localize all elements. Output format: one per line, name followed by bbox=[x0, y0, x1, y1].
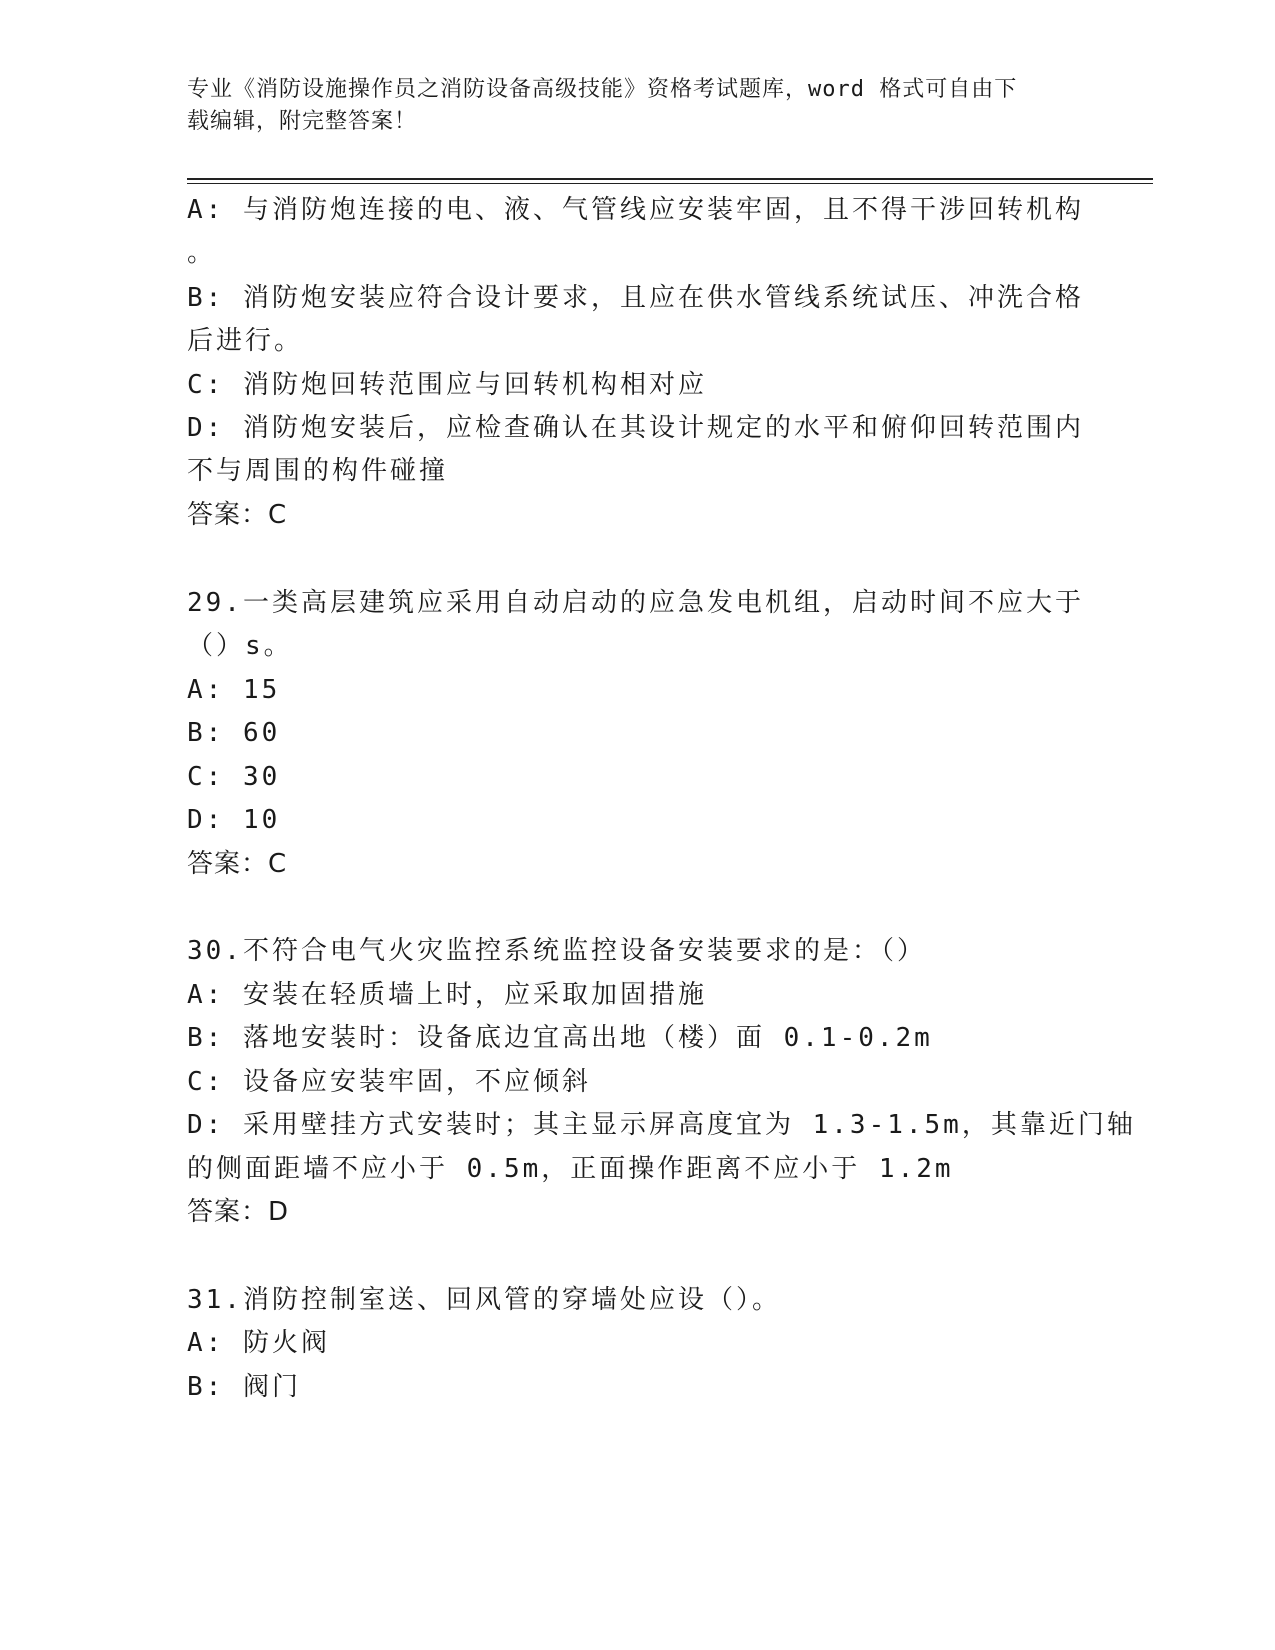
q30-option-c: C: 设备应安装牢固，不应倾斜 bbox=[187, 1067, 591, 1097]
q28-option-a-line-2: 。 bbox=[187, 238, 217, 268]
header-line-2: 载编辑，附完整答案！ bbox=[187, 109, 418, 134]
q31-option-b: B: 阀门 bbox=[187, 1372, 301, 1402]
q31-stem: 31.消防控制室送、回风管的穿墙处应设（）。 bbox=[187, 1285, 781, 1315]
q28-option-d-line-2: 不与周围的构件碰撞 bbox=[187, 456, 449, 486]
header-divider-thin bbox=[187, 183, 1153, 184]
q30-answer: 答案：D bbox=[187, 1197, 290, 1227]
q28-option-a-line-1: A: 与消防炮连接的电、液、气管线应安装牢固，且不得干涉回转机构 bbox=[187, 195, 1084, 225]
q29-option-d: D: 10 bbox=[187, 805, 281, 835]
q29-answer: 答案：C bbox=[187, 849, 288, 879]
q29-option-a: A: 15 bbox=[187, 675, 281, 705]
q30-stem: 30.不符合电气火灾监控系统监控设备安装要求的是：（） bbox=[187, 936, 926, 966]
q28-option-b-line-1: B: 消防炮安装应符合设计要求，且应在供水管线系统试压、冲洗合格 bbox=[187, 283, 1084, 313]
q30-option-d-line-2: 的侧面距墙不应小于 0.5m，正面操作距离不应小于 1.2m bbox=[187, 1154, 954, 1184]
q29-option-c: C: 30 bbox=[187, 762, 281, 792]
q29-stem-line-1: 29.一类高层建筑应采用自动启动的应急发电机组，启动时间不应大于 bbox=[187, 588, 1084, 618]
q28-answer: 答案：C bbox=[187, 500, 288, 530]
q29-option-b: B: 60 bbox=[187, 718, 281, 748]
header-divider-thick bbox=[187, 178, 1153, 180]
document-header bbox=[187, 74, 1087, 138]
q28-option-b-line-2: 后进行。 bbox=[187, 326, 304, 356]
q30-option-b: B: 落地安装时：设备底边宜高出地（楼）面 0.1-0.2m bbox=[187, 1023, 933, 1053]
q31-option-a: A: 防火阀 bbox=[187, 1328, 330, 1358]
q28-option-c: C: 消防炮回转范围应与回转机构相对应 bbox=[187, 370, 707, 400]
q30-option-d-line-1: D: 采用壁挂方式安装时；其主显示屏高度宜为 1.3-1.5m，其靠近门轴 bbox=[187, 1110, 1136, 1140]
q29-stem-line-2: （）s。 bbox=[187, 631, 293, 661]
q30-option-a: A: 安装在轻质墙上时，应采取加固措施 bbox=[187, 980, 707, 1010]
q28-option-d-line-1: D: 消防炮安装后，应检查确认在其设计规定的水平和俯仰回转范围内 bbox=[187, 413, 1084, 443]
header-line-1: 专业《消防设施操作员之消防设备高级技能》资格考试题库，word 格式可自由下 bbox=[187, 77, 1018, 102]
